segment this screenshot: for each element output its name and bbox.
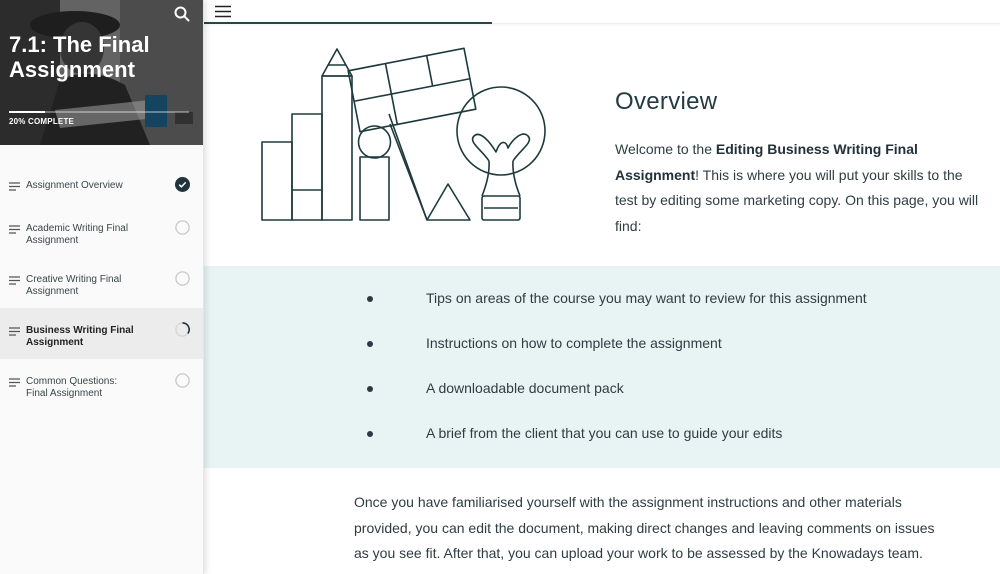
nav-item-assignment-overview[interactable]	[0, 164, 203, 206]
check-circle-icon	[175, 177, 190, 192]
lesson-content	[204, 0, 1000, 574]
list-item: Tips on areas of the course you may want to review for this assignment	[364, 288, 867, 333]
nav-item-label: Academic Writing Final Assignment	[26, 223, 129, 246]
nav-item-label: Assignment Overview	[26, 180, 123, 191]
lesson-progress-text: 20% COMPLETE	[9, 117, 75, 126]
nav-item-label: Business Writing Final Assignment	[26, 325, 134, 348]
list-item: Instructions on how to complete the assignment	[364, 333, 867, 378]
lesson-hero	[0, 0, 203, 145]
lesson-lines-icon	[9, 225, 20, 234]
lesson-lines-icon	[9, 327, 20, 336]
course-sidebar	[0, 0, 204, 574]
nav-item-common-questions[interactable]	[0, 359, 203, 410]
nav-item-business-writing[interactable]	[0, 308, 203, 359]
lesson-title: 7.1: The Final Assignment	[9, 32, 150, 82]
highlight-band	[204, 266, 1000, 468]
lesson-progress-bar	[9, 111, 189, 113]
intro-text-prefix: Welcome to the	[615, 141, 716, 157]
nav-item-label: Creative Writing Final Assignment	[26, 274, 122, 297]
outro-paragraph: Once you have familiarised yourself with the assignment instructions and other materials provided, you can edit the document, making direct changes and leaving comments on issues as you see fit. After that, you can upload your work to be assessed by the Knowadays team.	[354, 494, 935, 561]
list-item: A downloadable document pack	[364, 378, 867, 423]
lesson-progress-fill	[9, 111, 45, 113]
lesson-lines-icon	[9, 276, 20, 285]
lesson-lines-icon	[9, 182, 20, 191]
section-heading: Overview	[615, 88, 718, 115]
intro-bold-text: Editing Business Writing Final Assignment	[615, 141, 918, 183]
progress-circle-icon	[175, 322, 190, 337]
empty-circle-icon	[175, 373, 190, 388]
intro-text-suffix: ! This is where you will put your skills to the test by editing some marketing copy. On this page, you will find:	[615, 166, 979, 234]
page-progress-bar	[204, 22, 492, 24]
lesson-illustration	[260, 44, 546, 224]
intro-paragraph	[615, 137, 985, 239]
empty-circle-icon	[175, 220, 190, 235]
hamburger-menu-icon[interactable]	[215, 5, 231, 18]
nav-item-academic-writing[interactable]	[0, 206, 203, 257]
lesson-nav	[0, 164, 203, 410]
search-icon[interactable]	[173, 5, 191, 23]
nav-item-creative-writing[interactable]	[0, 257, 203, 308]
find-list	[364, 288, 867, 468]
nav-item-label: Common Questions: Final Assignment	[26, 376, 118, 399]
empty-circle-icon	[175, 271, 190, 286]
top-bar	[204, 0, 1000, 24]
lesson-lines-icon	[9, 378, 20, 387]
list-item: A brief from the client that you can use to guide your edits	[364, 423, 867, 468]
